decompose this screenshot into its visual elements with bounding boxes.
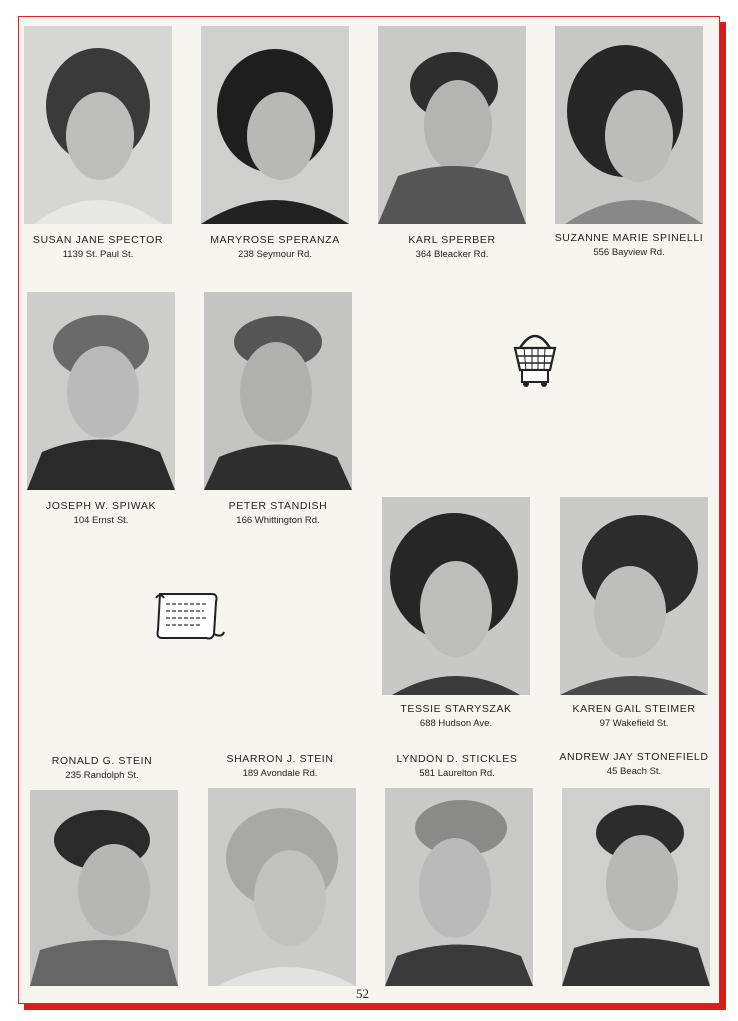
student-caption xyxy=(367,753,547,779)
student-photo xyxy=(30,790,178,986)
student-address: 235 Randolph St. xyxy=(65,770,139,781)
student-name: PETER STANDISH xyxy=(228,500,328,512)
student-caption xyxy=(539,232,719,258)
student-address: 189 Avondale Rd. xyxy=(242,768,318,779)
student-address: 1139 St. Paul St. xyxy=(62,249,134,260)
student-name: SUZANNE MARIE SPINELLI xyxy=(554,232,704,244)
student-name: MARYROSE SPERANZA xyxy=(210,234,340,246)
student-address: 166 Whittington Rd. xyxy=(236,515,320,526)
student-address: 581 Laurelton Rd. xyxy=(419,768,495,779)
student-photo xyxy=(201,26,349,224)
student-photo xyxy=(382,497,530,695)
student-name: SHARRON J. STEIN xyxy=(226,753,334,765)
student-address: 97 Wakefield St. xyxy=(599,718,669,729)
basket-icon xyxy=(512,324,558,395)
student-name: RONALD G. STEIN xyxy=(51,755,153,767)
student-name: KARL SPERBER xyxy=(408,234,496,246)
student-photo xyxy=(378,26,526,224)
student-address: 556 Bayview Rd. xyxy=(593,247,665,258)
scroll-icon xyxy=(152,590,228,647)
student-name: LYNDON D. STICKLES xyxy=(396,753,518,765)
student-name: TESSIE STARYSZAK xyxy=(400,703,512,715)
student-address: 45 Beach St. xyxy=(606,766,662,777)
student-photo xyxy=(385,788,533,986)
student-caption xyxy=(366,703,546,729)
student-caption xyxy=(544,703,724,729)
student-address: 238 Seymour Rd. xyxy=(238,249,312,260)
student-caption xyxy=(8,234,188,260)
student-caption xyxy=(544,751,724,777)
student-address: 688 Hudson Ave. xyxy=(419,718,493,729)
page-number: 52 xyxy=(356,986,369,1001)
student-name: ANDREW JAY STONEFIELD xyxy=(559,751,709,763)
student-photo xyxy=(555,26,703,224)
student-photo xyxy=(27,292,175,490)
student-photo xyxy=(24,26,172,224)
student-caption xyxy=(12,755,192,781)
student-name: SUSAN JANE SPECTOR xyxy=(32,234,164,246)
student-name: KAREN GAIL STEIMER xyxy=(572,703,696,715)
student-photo xyxy=(204,292,352,490)
student-caption xyxy=(188,500,368,526)
student-caption xyxy=(11,500,191,526)
student-caption xyxy=(362,234,542,260)
student-photo xyxy=(208,788,356,986)
student-photo xyxy=(562,788,710,986)
student-address: 104 Ernst St. xyxy=(73,515,129,526)
student-name: JOSEPH W. SPIWAK xyxy=(45,500,157,512)
student-photo xyxy=(560,497,708,695)
student-address: 364 Bleacker Rd. xyxy=(415,249,489,260)
student-caption xyxy=(185,234,365,260)
student-caption xyxy=(190,753,370,779)
